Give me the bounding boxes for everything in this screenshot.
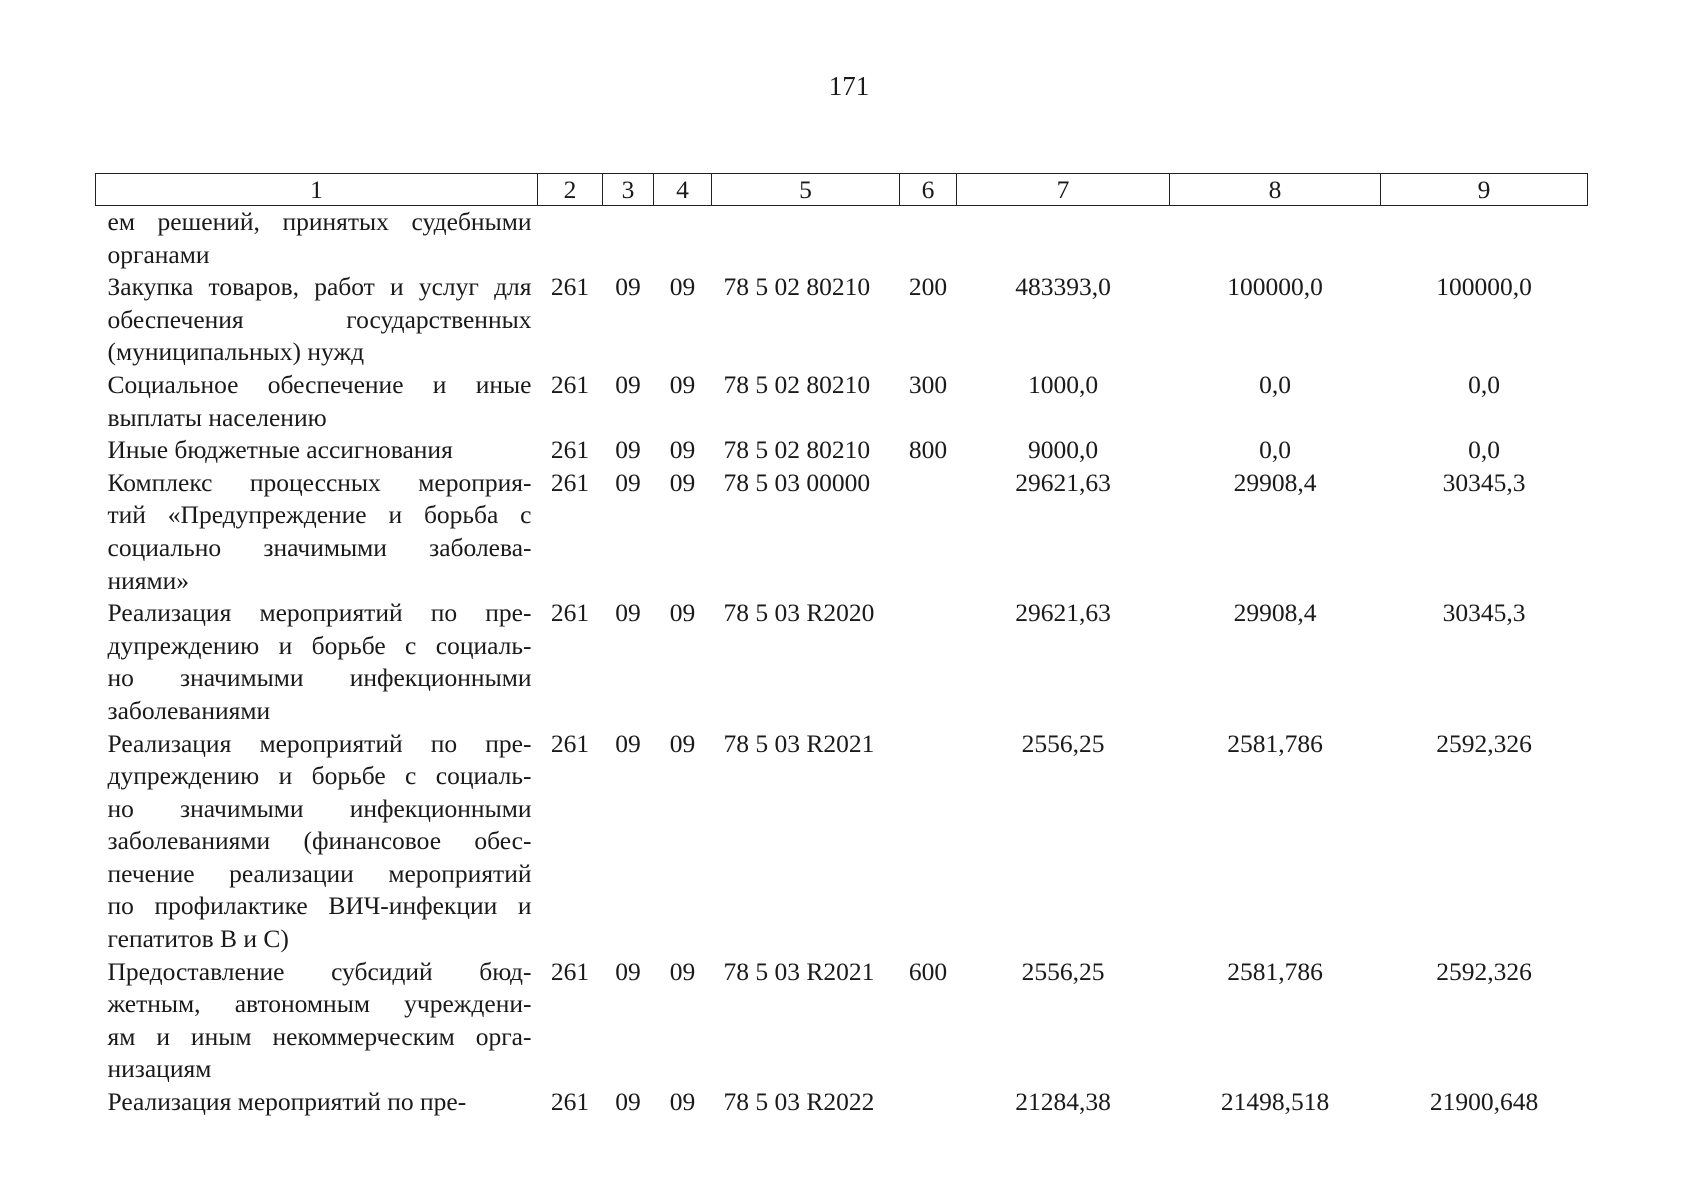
- table-row: [96, 728, 1588, 956]
- target-article-code: [712, 206, 900, 272]
- expense-type-code: 600: [908, 956, 948, 986]
- amount-col-9: 0,0: [1468, 369, 1500, 399]
- amount-col-9: 30345,3: [1442, 598, 1526, 628]
- description-line: но значимыми инфекционными: [107, 663, 532, 693]
- subsection-code: 09: [669, 598, 696, 628]
- amount-col-7: 21284,38: [1015, 1087, 1111, 1117]
- description-line: Социальное обеспечение и иные: [107, 369, 532, 399]
- table-body: [96, 206, 1588, 1119]
- subsection-code: 09: [669, 272, 696, 302]
- target-article-code: 78 5 03 R2021: [723, 956, 875, 986]
- amount-col-9: 21900,648: [1429, 1087, 1539, 1117]
- column-header-6: 6: [900, 174, 957, 206]
- subsection-code: 09: [669, 728, 696, 758]
- amount-col-9: [1381, 206, 1588, 272]
- amount-col-7: 9000,0: [1027, 435, 1099, 465]
- subsection-code: 09: [669, 435, 696, 465]
- grbs-code: 261: [550, 956, 590, 986]
- amount-col-7: 2556,25: [1021, 728, 1105, 758]
- amount-col-8: 2581,786: [1227, 956, 1323, 986]
- row-description: [96, 369, 538, 434]
- section-code: 09: [615, 467, 641, 497]
- table-row: [96, 206, 1588, 272]
- expense-type-code: 800: [908, 435, 948, 465]
- column-header-7: 7: [957, 174, 1170, 206]
- description-line: Реализация мероприятий по пре-: [107, 1087, 467, 1117]
- description-line: гепатитов В и С): [107, 924, 289, 954]
- subsection-code: 09: [669, 1087, 696, 1117]
- target-article-code: 78 5 02 80210: [723, 435, 871, 465]
- row-description: [96, 1086, 538, 1119]
- page-number: 171: [828, 71, 870, 101]
- expense-type-code: [900, 728, 957, 956]
- table-row: [96, 271, 1588, 369]
- subsection-code: 09: [669, 956, 696, 986]
- section-code: 09: [615, 598, 641, 628]
- grbs-code: [538, 206, 603, 272]
- description-line: ем решений, принятых судебными: [107, 207, 532, 236]
- amount-col-8: 29908,4: [1233, 598, 1317, 628]
- expense-type-code: [900, 467, 957, 597]
- amount-col-9: 30345,3: [1442, 467, 1526, 497]
- description-line: Реализация мероприятий по пре-: [107, 728, 532, 758]
- description-line: ниями»: [107, 565, 190, 595]
- amount-col-7: [957, 206, 1170, 272]
- row-description: [96, 728, 538, 956]
- target-article-code: 78 5 02 80210: [723, 369, 871, 399]
- column-header-3: 3: [603, 174, 654, 206]
- grbs-code: 261: [550, 728, 590, 758]
- description-line: органами: [107, 239, 210, 269]
- header-row: [96, 174, 1588, 206]
- subsection-code: [654, 206, 712, 272]
- row-description: [96, 467, 538, 597]
- section-code: 09: [615, 369, 641, 399]
- description-line: Комплекс процессных мероприя-: [107, 467, 532, 497]
- description-line: обеспечения государственных: [107, 304, 532, 334]
- table-header: [96, 174, 1588, 206]
- target-article-code: 78 5 03 R2020: [723, 598, 875, 628]
- amount-col-7: 483393,0: [1015, 272, 1111, 302]
- description-line: заболеваниями: [107, 695, 271, 725]
- table-row: [96, 956, 1588, 1086]
- amount-col-7: 29621,63: [1015, 467, 1111, 497]
- section-code: 09: [615, 1087, 641, 1117]
- grbs-code: 261: [550, 1087, 590, 1117]
- description-line: социально значимыми заболева-: [107, 532, 532, 562]
- row-description: [96, 956, 538, 1086]
- table-row: [96, 597, 1588, 727]
- row-description: [96, 271, 538, 369]
- section-code: 09: [615, 956, 641, 986]
- target-article-code: 78 5 03 R2021: [723, 728, 875, 758]
- target-article-code: 78 5 03 00000: [723, 467, 871, 497]
- description-line: Закупка товаров, работ и услуг для: [107, 272, 532, 302]
- description-line: ям и иным некоммерческим орга-: [107, 1021, 532, 1051]
- section-code: 09: [615, 435, 641, 465]
- grbs-code: 261: [550, 435, 590, 465]
- amount-col-8: 2581,786: [1227, 728, 1323, 758]
- description-line: дупреждению и борьбе с социаль-: [107, 630, 532, 660]
- subsection-code: 09: [669, 467, 696, 497]
- table-row: [96, 467, 1588, 597]
- description-line: заболеваниями (финансовое обес-: [107, 826, 532, 856]
- grbs-code: 261: [550, 598, 590, 628]
- amount-col-8: 0,0: [1259, 369, 1291, 399]
- target-article-code: 78 5 02 80210: [723, 272, 871, 302]
- amount-col-7: 2556,25: [1021, 956, 1105, 986]
- description-line: печение реализации мероприятий: [107, 858, 532, 888]
- row-description: [96, 597, 538, 727]
- row-description: [96, 434, 538, 467]
- column-header-5: 5: [712, 174, 900, 206]
- column-header-8: 8: [1170, 174, 1381, 206]
- grbs-code: 261: [550, 467, 590, 497]
- description-line: (муниципальных) нужд: [107, 337, 365, 367]
- amount-col-9: 2592,326: [1436, 956, 1532, 986]
- subsection-code: 09: [669, 369, 696, 399]
- table-row: [96, 434, 1588, 467]
- section-code: [603, 206, 654, 272]
- description-line: по профилактике ВИЧ-инфекции и: [107, 891, 532, 921]
- table-row: [96, 369, 1588, 434]
- amount-col-8: 29908,4: [1233, 467, 1317, 497]
- column-header-4: 4: [654, 174, 712, 206]
- description-line: Предоставление субсидий бюд-: [107, 956, 532, 986]
- description-line: тий «Предупреждение и борьба с: [107, 500, 532, 530]
- amount-col-8: 21498,518: [1220, 1087, 1330, 1117]
- description-line: жетным, автономным учреждени-: [107, 989, 532, 1019]
- section-code: 09: [615, 728, 641, 758]
- column-header-2: 2: [538, 174, 603, 206]
- table-row: [96, 1086, 1588, 1119]
- target-article-code: 78 5 03 R2022: [723, 1087, 875, 1117]
- amount-col-8: [1170, 206, 1381, 272]
- row-description: [96, 206, 538, 272]
- description-line: Иные бюджетные ассигнования: [107, 435, 453, 465]
- grbs-code: 261: [550, 272, 590, 302]
- amount-col-9: 2592,326: [1436, 728, 1532, 758]
- amount-col-7: 1000,0: [1027, 369, 1099, 399]
- amount-col-8: 0,0: [1259, 435, 1291, 465]
- column-header-9: 9: [1381, 174, 1588, 206]
- expense-type-code: [900, 206, 957, 272]
- description-line: Реализация мероприятий по пре-: [107, 598, 532, 628]
- expense-type-code: [900, 597, 957, 727]
- expense-type-code: [900, 1086, 957, 1119]
- column-header-1: 1: [96, 174, 538, 206]
- grbs-code: 261: [550, 369, 590, 399]
- description-line: выплаты населению: [107, 402, 327, 432]
- expense-type-code: 300: [908, 369, 948, 399]
- section-code: 09: [615, 272, 641, 302]
- expense-type-code: 200: [908, 272, 948, 302]
- description-line: дупреждению и борьбе с социаль-: [107, 761, 532, 791]
- description-line: низациям: [107, 1054, 212, 1084]
- amount-col-9: 100000,0: [1436, 272, 1532, 302]
- budget-table: [95, 173, 1588, 1119]
- amount-col-7: 29621,63: [1015, 598, 1111, 628]
- description-line: но значимыми инфекционными: [107, 793, 532, 823]
- amount-col-8: 100000,0: [1227, 272, 1323, 302]
- amount-col-9: 0,0: [1468, 435, 1500, 465]
